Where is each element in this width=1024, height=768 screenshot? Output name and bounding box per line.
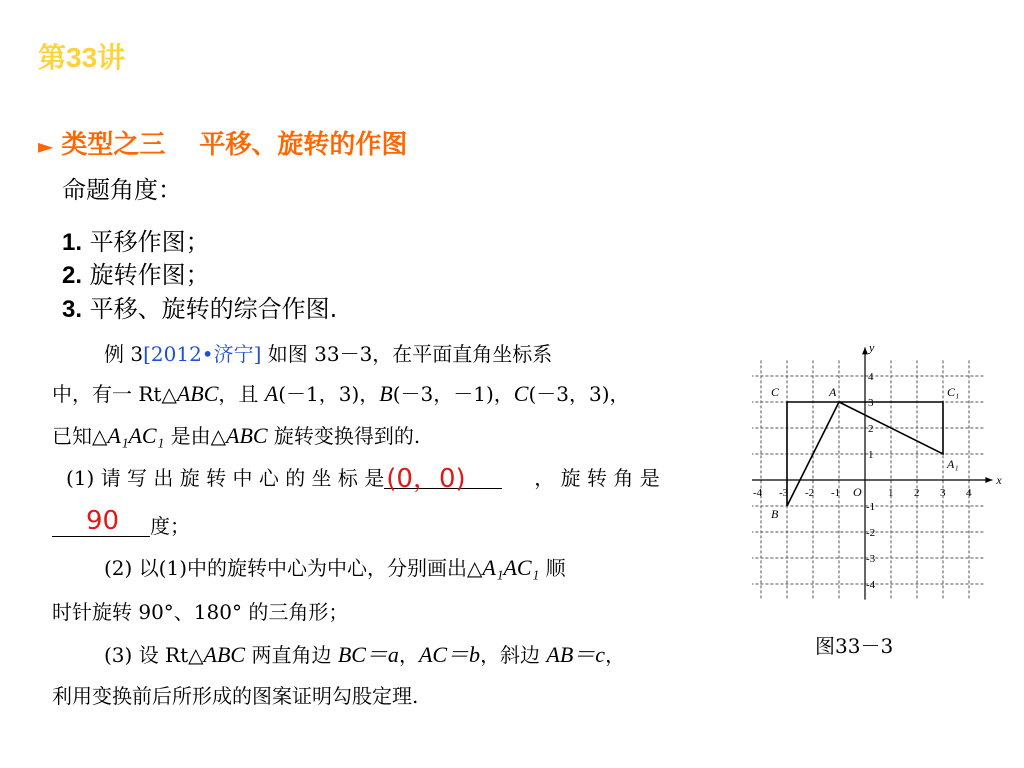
heading-topic: 平移、旋转的作图 bbox=[199, 130, 408, 160]
y-tick-label: -4 bbox=[866, 579, 876, 591]
origin-label: O bbox=[853, 485, 862, 499]
y-tick-label: -3 bbox=[866, 553, 876, 565]
x-axis-label: x bbox=[996, 473, 1002, 487]
question-3-line-1: (3) 设 Rt△ABC 两直角边 BC＝a，AC＝b，斜边 AB＝c， bbox=[104, 642, 626, 667]
point-label-A1: A₁ bbox=[947, 457, 959, 471]
x-axis-arrow-icon bbox=[985, 477, 992, 483]
answer-blank-center bbox=[384, 464, 502, 494]
point-label-A: A bbox=[829, 385, 837, 399]
x-tick-label: 2 bbox=[914, 487, 920, 499]
y-tick-label: 1 bbox=[868, 449, 874, 461]
question-2-line-2: 时针旋转 90°、180° 的三角形； bbox=[52, 600, 349, 624]
y-axis-label: y bbox=[869, 340, 875, 355]
y-tick-label: -1 bbox=[866, 501, 876, 513]
outline-item-1: 1. 平移作图； bbox=[62, 228, 210, 256]
x-tick-label: 1 bbox=[888, 487, 894, 499]
x-tick-label: -1 bbox=[831, 487, 841, 499]
example-source: [2012•济宁] bbox=[143, 342, 262, 366]
y-tick-label: -2 bbox=[866, 527, 876, 539]
question-1-line-2: 90 度； bbox=[52, 510, 190, 539]
x-tick-label: -2 bbox=[805, 487, 815, 499]
lecture-label: 第33讲 bbox=[38, 42, 126, 73]
question-3-line-2: 利用变换前后所形成的图案证明勾股定理. bbox=[52, 684, 419, 708]
outline-item-3: 3. 平移、旋转的综合作图. bbox=[62, 295, 338, 323]
question-1-line-1: (1) 请 写 出 旋 转 中 心 的 坐 标 是 (0，0) ， 旋 转 角 是 bbox=[66, 462, 660, 491]
outline-item-2: 2. 旋转作图； bbox=[62, 261, 210, 289]
x-tick-label: 3 bbox=[940, 487, 946, 499]
example-line-1: 例 3[2012•济宁] 如图 33－3，在平面直角坐标系 bbox=[104, 342, 553, 366]
y-tick-label: 3 bbox=[868, 397, 874, 409]
y-tick-label: 4 bbox=[868, 371, 874, 383]
point-label-C1: C₁ bbox=[947, 385, 960, 399]
y-axis-arrow-icon bbox=[862, 347, 868, 354]
outline-title: 命题角度： bbox=[62, 176, 182, 204]
answer-angle: 90 bbox=[86, 506, 120, 536]
point-label-C: C bbox=[771, 385, 780, 399]
bullet-icon: ► bbox=[38, 134, 54, 158]
question-2-line-1: (2) 以(1)中的旋转中心为中心，分别画出△A₁AC₁ 顺 bbox=[104, 555, 566, 580]
x-tick-label: 4 bbox=[966, 487, 972, 499]
point-label-B: B bbox=[771, 507, 779, 521]
section-heading bbox=[38, 124, 407, 161]
example-line-2: 中，有一 Rt△ABC，且 A(－1，3)，B(－3，－1)，C(－3，3)， bbox=[52, 381, 630, 406]
y-tick-label: 2 bbox=[868, 423, 874, 435]
x-tick-label: -4 bbox=[753, 487, 763, 499]
x-tick-label: -3 bbox=[779, 487, 789, 499]
figure-caption: 图33－3 bbox=[815, 634, 894, 658]
answer-center: (0，0) bbox=[386, 464, 466, 494]
coordinate-figure bbox=[752, 338, 1002, 608]
example-line-3: 已知△A₁AC₁ 是由△ABC 旋转变换得到的. bbox=[52, 423, 421, 448]
heading-type: 类型之三 bbox=[61, 130, 166, 160]
